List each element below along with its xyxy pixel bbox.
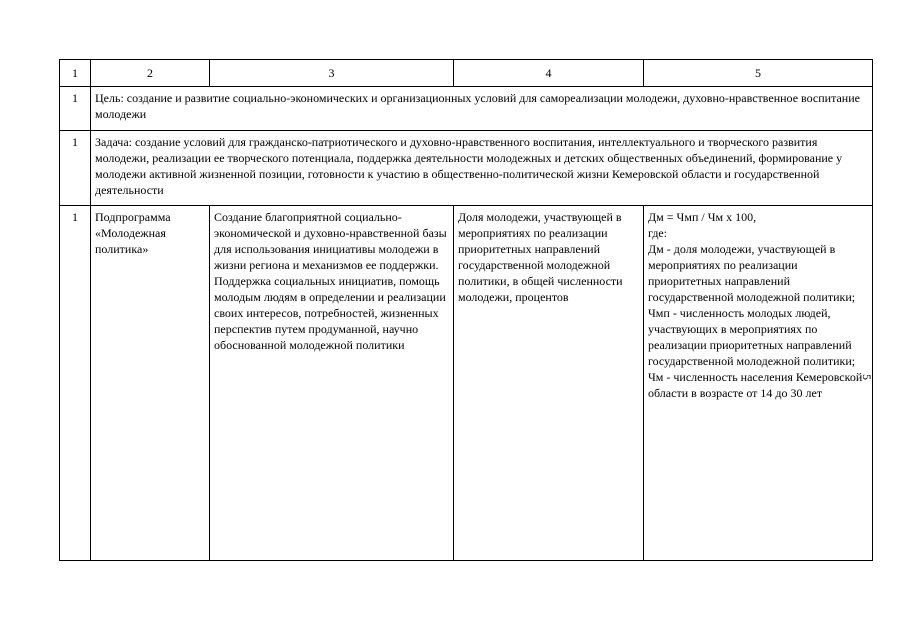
- header-cell-4: 4: [454, 60, 644, 87]
- goal-text: Цель: создание и развитие социально-экономических и организационных условий для самореализации молодежи, духовно-нравственное воспитание молодежи: [91, 87, 873, 131]
- task-row: [60, 131, 873, 206]
- formula-line: Дм - доля молодежи, участвующей в мероприятиях по реализации приоритетных направлений государственной молодежной политики;: [648, 242, 856, 304]
- header-cell-2: 2: [91, 60, 210, 87]
- indicators-table: [59, 59, 873, 561]
- header-cell-3: 3: [210, 60, 454, 87]
- subprogram-row-number: 1: [60, 206, 91, 561]
- subprogram-name: Подпрограмма «Молодежная политика»: [91, 206, 210, 561]
- indicator-name: Доля молодежи, участвующей в мероприятиях по реализации приоритетных направлений государственной молодежной политики, в общей численности молодежи, процентов: [454, 206, 644, 561]
- task-row-number: 1: [60, 131, 91, 206]
- subprogram-row: [60, 206, 873, 561]
- header-cell-1: 1: [60, 60, 91, 87]
- header-cell-5: 5: [644, 60, 873, 87]
- task-text: Задача: создание условий для гражданско-патриотического и духовно-нравственного воспитания, интеллектуального и творческого развития молодежи, реализации ее творческого потенциала, поддержка деятельности молодежных и детских общественных объединений, формирование у молодежи активной жизненной позиции, готовности к участию в общественно-политической жизни Кемеровской области и государственной деятельности: [91, 131, 873, 206]
- formula-line: Чмп - численность молодых людей, участвующих в мероприятиях по реализации приоритетных направлений государственной молодежной политики;: [648, 306, 856, 368]
- formula-line: Дм = Чмп / Чм х 100,: [648, 210, 757, 224]
- page-number: 5: [860, 374, 874, 380]
- formula-cell: [644, 206, 873, 561]
- subprogram-goal-description: Создание благоприятной социально-экономической и духовно-нравственной базы для использования инициативы молодежи в жизни региона и механизмов ее поддержки. Поддержка социальных инициатив, помощь молодым людям в определении и реализации своих интересов, потребностей, жизненных перспектив путем продуманной, научно обоснованной молодежной политики: [210, 206, 454, 561]
- table-header-row: [60, 60, 873, 87]
- formula-line: где:: [648, 226, 668, 240]
- formula-line: Чм - численность населения Кемеровской области в возрасте от 14 до 30 лет: [648, 370, 863, 400]
- goal-row-number: 1: [60, 87, 91, 131]
- goal-row: [60, 87, 873, 131]
